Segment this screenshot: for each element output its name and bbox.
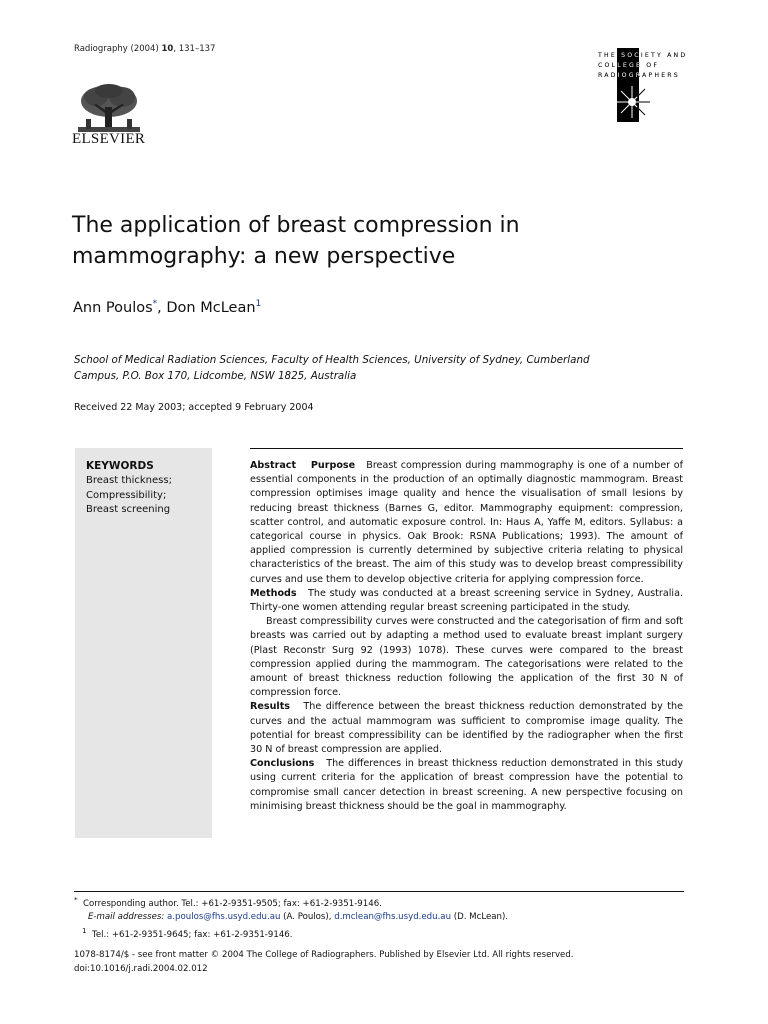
journal-reference: Radiography (2004) 10, 131–137: [74, 44, 216, 54]
received-dates: Received 22 May 2003; accepted 9 February 2004: [74, 402, 314, 413]
author-footnote-mark[interactable]: *: [152, 299, 158, 309]
abstract-purpose: [250, 459, 683, 587]
abstract-methods: [250, 587, 683, 615]
keyword-item: Breast thickness;: [86, 475, 172, 486]
methods-text: The study was conducted at a breast screening service in Sydney, Australia. Thirty-one women attending regular breast screening participated in the study.: [250, 587, 683, 614]
author-name: Ann Poulos: [73, 299, 153, 316]
keywords-list: [86, 474, 172, 518]
footnotes: [74, 893, 684, 942]
society-line-2: COLLEGE OF: [598, 62, 660, 69]
footnote-mark: 1: [82, 926, 87, 936]
email-owner: (A. Poulos),: [283, 912, 332, 923]
author-footnote-mark[interactable]: 1: [255, 299, 262, 309]
tel-text: Tel.: +61-2-9351-9645; fax: +61-2-9351-9146.: [92, 930, 293, 941]
copyright-line: 1078-8174/$ - see front matter © 2004 The College of Radiographers. Published by Elsevier Ltd. All rights reserved.: [74, 950, 574, 960]
purpose-text: Breast compression during mammography is one of a number of essential components in the production of an optimally diagnostic mammogram. Breast compression optimises image quality and hence the visualisation of small lesions by reducing breast thickness (Barnes G, editor. Mammography equipment: compression, scatter control, and automatic exposure control. In: Haus A, Yaffe M, editors. Syllabus: a categorical course in physics. Oak Brook: RSNA Publications; 1993). The amount of applied compression is currently determined by subjective criteria relating to physical characteristics of the breast. The aim of this study was to develop breast compressibility curves and use them to develop objective criteria for applying compression force.: [250, 460, 683, 585]
email-note: [74, 911, 684, 924]
society-line-3: RADIOGRAPHERS: [598, 72, 680, 79]
tel-note: [74, 924, 684, 942]
abstract-rule: [250, 448, 683, 449]
elsevier-wordmark: ELSEVIER: [72, 131, 146, 147]
abstract-label: Abstract: [250, 460, 297, 471]
corresponding-author-text: Corresponding author. Tel.: +61-2-9351-9505; fax: +61-2-9351-9146.: [83, 898, 382, 909]
keyword-item: Breast screening: [86, 504, 171, 515]
copyright-block: [74, 948, 574, 976]
keywords-heading: KEYWORDS: [86, 460, 154, 472]
society-line-1: THE SOCIETY AND: [598, 52, 688, 59]
abstract: [250, 459, 683, 814]
journal-volume: 10: [161, 44, 174, 54]
results-label: Results: [250, 701, 291, 713]
author-name: Don McLean: [166, 299, 256, 316]
abstract-conclusions: [250, 757, 683, 814]
affiliation: School of Medical Radiation Sciences, Faculty of Health Sciences, University of Sydney, Cumberland Campus, P.O. Box 170, Lidcombe, NSW 1825, Australia: [74, 354, 590, 382]
methods-label: Methods: [250, 587, 297, 599]
footnote-mark: *: [74, 895, 78, 904]
keyword-item: Compressibility;: [86, 489, 167, 501]
email-link-poulos[interactable]: a.poulos@fhs.usyd.edu.au: [167, 912, 281, 923]
journal-name: Radiography (2004): [74, 44, 159, 54]
conclusions-label: Conclusions: [250, 758, 315, 770]
doi-line[interactable]: doi:10.1016/j.radi.2004.02.012: [74, 964, 208, 974]
society-logo-text: [598, 51, 687, 81]
journal-pages: 131–137: [178, 44, 216, 54]
abstract-methods-continued: Breast compressibility curves were constructed and the categorisation of firm and soft breasts was carried out by adapting a method used to evaluate breast implant surgery (Plast Reconstr Surg 92 (1993) 1078). These curves were compared to the breast compression applied during the mammogram. The categorisations were related to the amount of breast thickness reduction following the application of the first 30 N of compression force.: [250, 616, 683, 699]
email-link-mclean[interactable]: d.mclean@fhs.usyd.edu.au: [334, 912, 452, 923]
abstract-results: [250, 700, 683, 757]
conclusions-text: The differences in breast thickness reduction demonstrated in this study using current criteria for the application of breast compression have the potential to compromise small cancer detection in breast screening. A new perspective focusing on minimising breast thickness should be the goal in mammography.: [250, 758, 683, 812]
author-list: Ann Poulos*, Don McLean$^1$: [73, 299, 262, 316]
article-title: The application of breast compression in mammography: a new perspective: [72, 213, 520, 269]
results-text: The difference between the breast thickness reduction demonstrated by the curves and the actual mammogram was sufficient to compromise image quality. The potential for breast compressibility can be identified by the radiographer when the first 30 N of breast compression are applied.: [250, 701, 683, 756]
footnote-rule: [74, 891, 684, 892]
email-owner: (D. McLean).: [453, 912, 509, 923]
sunburst-icon: [612, 84, 652, 120]
email-label: E-mail addresses:: [88, 912, 165, 923]
corresponding-author-note: [74, 893, 684, 911]
purpose-label: Purpose: [310, 460, 356, 471]
